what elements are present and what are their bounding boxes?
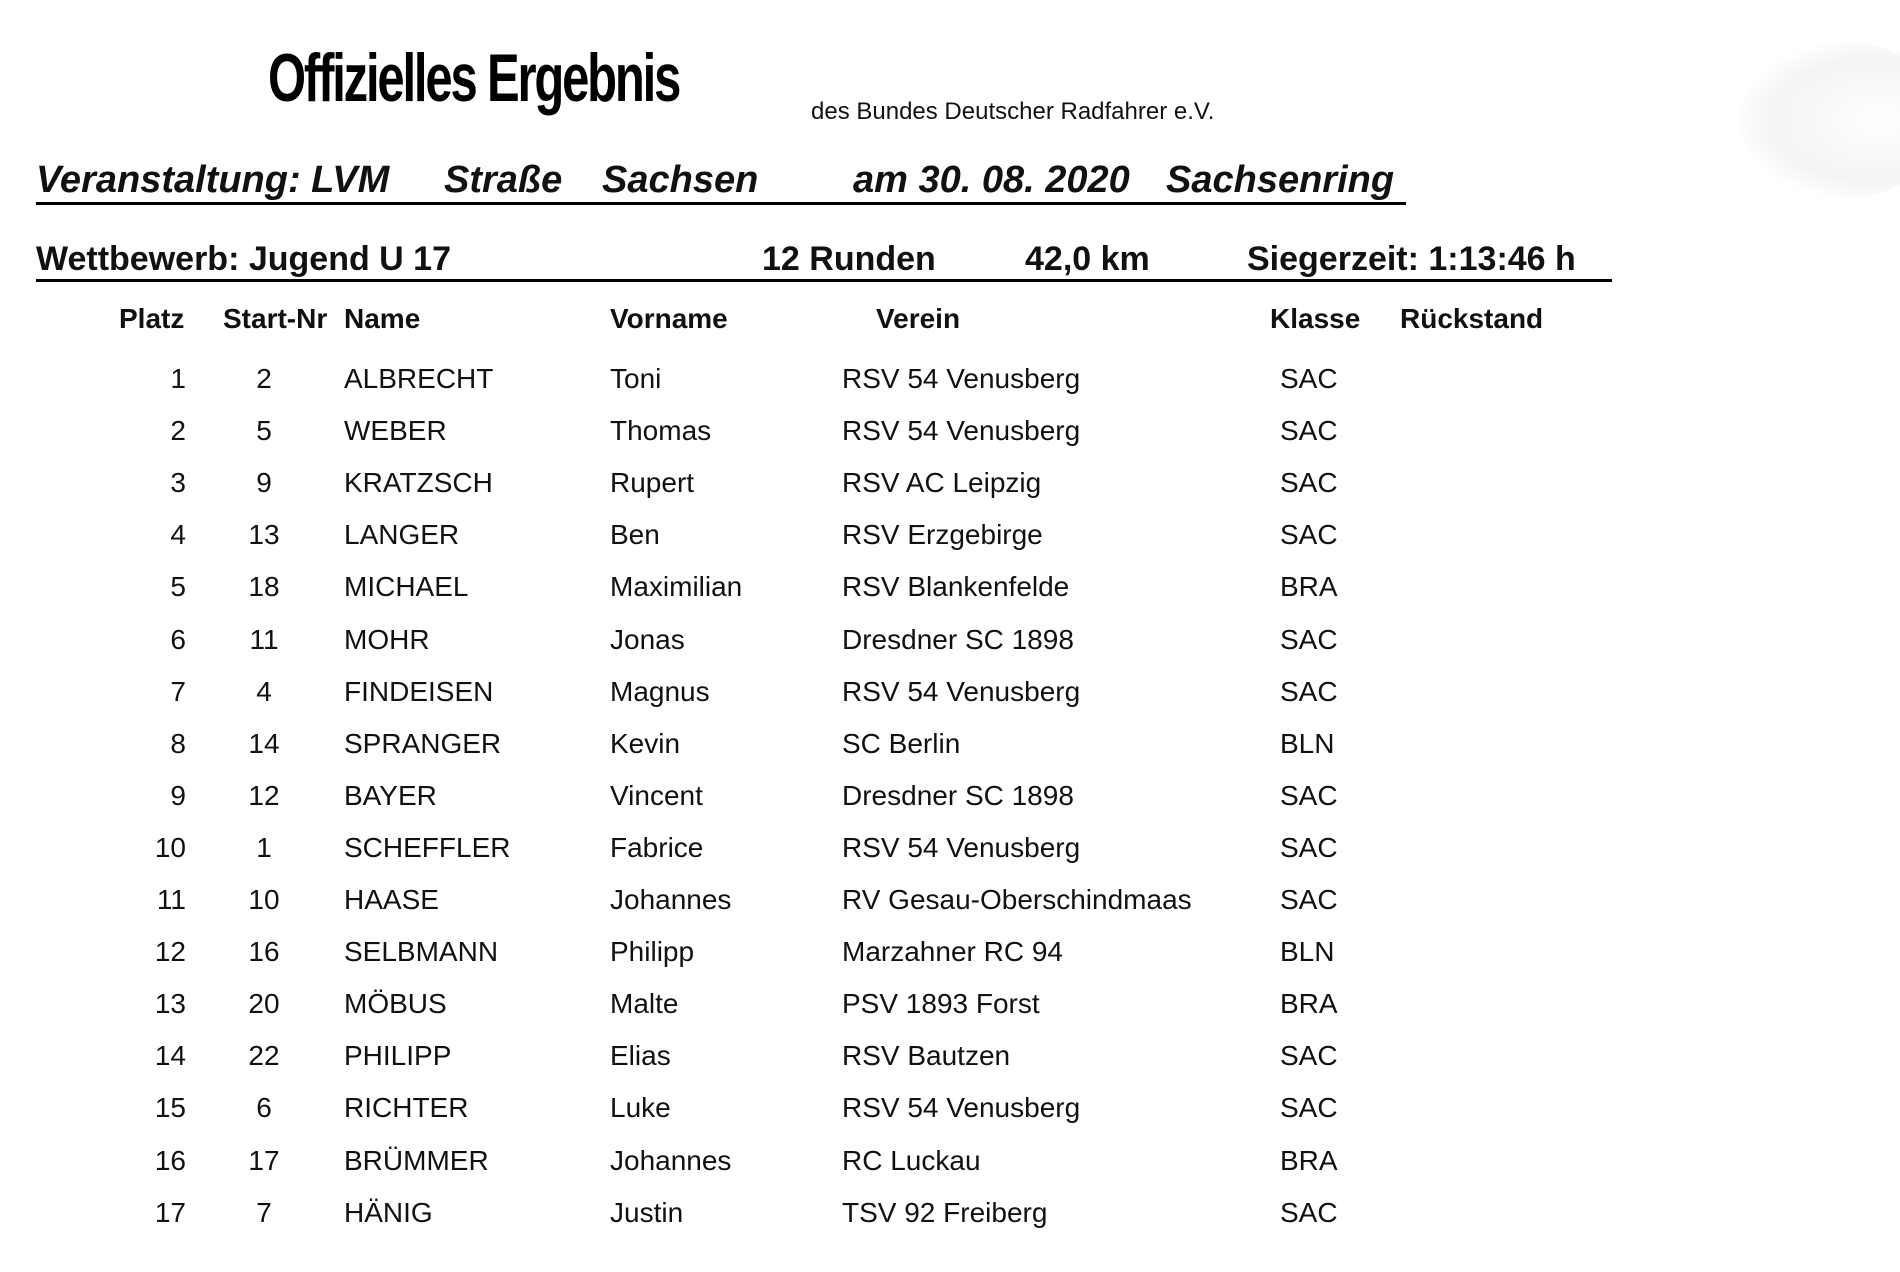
table-header xyxy=(0,299,1900,339)
cell-vorname: Justin xyxy=(610,1197,684,1228)
cell-name: MOHR xyxy=(344,624,430,655)
cell-name: SPRANGER xyxy=(344,728,502,759)
cell-klasse: SAC xyxy=(1280,832,1338,863)
cell-name: RICHTER xyxy=(344,1092,469,1123)
competition-line xyxy=(36,239,1612,282)
cell-name: KRATZSCH xyxy=(344,467,493,498)
cell-start-nr: 10 xyxy=(248,884,280,915)
page-title: Offizielles Ergebnis xyxy=(268,40,680,116)
cell-vorname: Johannes xyxy=(610,884,732,915)
cell-verein: Dresdner SC 1898 xyxy=(842,780,1074,811)
cell-verein: RSV Erzgebirge xyxy=(842,519,1043,550)
table-row xyxy=(0,515,1900,555)
cell-klasse: SAC xyxy=(1280,1040,1338,1071)
cell-start-nr: 6 xyxy=(256,1092,272,1123)
cell-verein: TSV 92 Freiberg xyxy=(842,1197,1048,1228)
column-header-verein: Verein xyxy=(876,303,961,334)
column-header-vorname: Vorname xyxy=(610,303,728,334)
cell-klasse: SAC xyxy=(1280,676,1338,707)
table-row xyxy=(0,776,1900,816)
table-row xyxy=(0,828,1900,868)
competition-distance: 42,0 km xyxy=(1025,240,1150,278)
cell-platz: 9 xyxy=(170,780,186,811)
cell-vorname: Ben xyxy=(610,519,660,550)
cell-klasse: BRA xyxy=(1280,988,1338,1019)
table-row xyxy=(0,1088,1900,1128)
cell-start-nr: 12 xyxy=(248,780,280,811)
table-row xyxy=(0,1141,1900,1181)
cell-start-nr: 4 xyxy=(256,676,272,707)
table-row xyxy=(0,880,1900,920)
cell-klasse: SAC xyxy=(1280,624,1338,655)
cell-platz: 8 xyxy=(170,728,186,759)
cell-vorname: Thomas xyxy=(610,415,712,446)
cell-vorname: Malte xyxy=(610,988,679,1019)
cell-vorname: Maximilian xyxy=(610,571,743,602)
cell-name: HÄNIG xyxy=(344,1197,433,1228)
cell-start-nr: 13 xyxy=(248,519,280,550)
cell-platz: 7 xyxy=(170,676,186,707)
cell-name: SELBMANN xyxy=(344,936,499,967)
cell-platz: 13 xyxy=(154,988,186,1019)
table-row xyxy=(0,567,1900,607)
table-row xyxy=(0,411,1900,451)
cell-vorname: Rupert xyxy=(610,467,695,498)
cell-vorname: Toni xyxy=(610,363,662,394)
cell-vorname: Jonas xyxy=(610,624,685,655)
page-subtitle: des Bundes Deutscher Radfahrer e.V. xyxy=(811,98,1215,125)
competition-laps: 12 Runden xyxy=(762,240,936,278)
table-row xyxy=(0,620,1900,660)
cell-vorname: Elias xyxy=(610,1040,671,1071)
table-row xyxy=(0,359,1900,399)
cell-klasse: BLN xyxy=(1280,728,1335,759)
competition-label: Wettbewerb: Jugend U 17 xyxy=(36,240,451,278)
cell-start-nr: 5 xyxy=(256,415,272,446)
cell-name: BAYER xyxy=(344,780,437,811)
cell-klasse: SAC xyxy=(1280,1092,1338,1123)
cell-name: MÖBUS xyxy=(344,988,447,1019)
table-row xyxy=(0,984,1900,1024)
cell-klasse: BRA xyxy=(1280,1145,1338,1176)
table-row xyxy=(0,1036,1900,1076)
cell-start-nr: 16 xyxy=(248,936,280,967)
column-header-klasse: Klasse xyxy=(1270,303,1361,334)
cell-verein: RSV 54 Venusberg xyxy=(842,415,1081,446)
event-date: am 30. 08. 2020 xyxy=(853,159,1130,201)
event-venue: Sachsenring xyxy=(1166,159,1395,201)
event-discipline: Straße xyxy=(444,159,563,201)
competition-winning-time: Siegerzeit: 1:13:46 h xyxy=(1247,240,1576,278)
table-row xyxy=(0,463,1900,503)
table-row xyxy=(0,672,1900,712)
cell-verein: RSV AC Leipzig xyxy=(842,467,1042,498)
column-header-platz: Platz xyxy=(119,303,185,334)
cell-start-nr: 18 xyxy=(248,571,280,602)
table-row xyxy=(0,932,1900,972)
cell-klasse: SAC xyxy=(1280,884,1338,915)
cell-verein: RC Luckau xyxy=(842,1145,981,1176)
cell-platz: 15 xyxy=(154,1092,186,1123)
cell-platz: 11 xyxy=(156,884,186,915)
cell-start-nr: 11 xyxy=(249,624,279,655)
table-row xyxy=(0,724,1900,764)
table-row xyxy=(0,1193,1900,1233)
cell-start-nr: 7 xyxy=(256,1197,272,1228)
column-header-name: Name xyxy=(344,303,421,334)
cell-name: WEBER xyxy=(344,415,447,446)
event-line xyxy=(36,158,1406,205)
cell-name: BRÜMMER xyxy=(344,1145,489,1176)
cell-name: FINDEISEN xyxy=(344,676,494,707)
cell-start-nr: 9 xyxy=(256,467,272,498)
cell-klasse: SAC xyxy=(1280,363,1338,394)
event-label: Veranstaltung: LVM xyxy=(36,159,390,201)
cell-start-nr: 2 xyxy=(256,363,272,394)
cell-name: MICHAEL xyxy=(344,571,469,602)
cell-start-nr: 17 xyxy=(248,1145,280,1176)
cell-platz: 14 xyxy=(154,1040,186,1071)
cell-klasse: SAC xyxy=(1280,415,1338,446)
cell-start-nr: 22 xyxy=(248,1040,280,1071)
cell-name: ALBRECHT xyxy=(344,363,494,394)
cell-verein: RSV 54 Venusberg xyxy=(842,676,1081,707)
cell-name: HAASE xyxy=(344,884,439,915)
cell-verein: RSV 54 Venusberg xyxy=(842,363,1081,394)
column-header-rueckstand: Rückstand xyxy=(1400,303,1544,334)
cell-platz: 4 xyxy=(170,519,186,550)
cell-klasse: SAC xyxy=(1280,780,1338,811)
cell-name: LANGER xyxy=(344,519,460,550)
cell-platz: 3 xyxy=(170,467,186,498)
cell-klasse: BLN xyxy=(1280,936,1335,967)
cell-vorname: Kevin xyxy=(610,728,681,759)
cell-verein: RSV 54 Venusberg xyxy=(842,1092,1081,1123)
cell-vorname: Johannes xyxy=(610,1145,732,1176)
cell-platz: 1 xyxy=(170,363,186,394)
cell-platz: 12 xyxy=(154,936,186,967)
cell-name: SCHEFFLER xyxy=(344,832,511,863)
cell-name: PHILIPP xyxy=(344,1040,452,1071)
cell-platz: 5 xyxy=(170,571,186,602)
cell-klasse: SAC xyxy=(1280,519,1338,550)
cell-verein: SC Berlin xyxy=(842,728,961,759)
cell-vorname: Luke xyxy=(610,1092,671,1123)
cell-verein: PSV 1893 Forst xyxy=(842,988,1040,1019)
cell-start-nr: 1 xyxy=(256,832,272,863)
cell-verein: RSV Bautzen xyxy=(842,1040,1011,1071)
cell-vorname: Vincent xyxy=(610,780,703,811)
cell-klasse: SAC xyxy=(1280,1197,1338,1228)
event-region: Sachsen xyxy=(602,159,759,201)
cell-platz: 2 xyxy=(170,415,186,446)
cell-vorname: Philipp xyxy=(610,936,695,967)
cell-platz: 16 xyxy=(154,1145,186,1176)
cell-platz: 6 xyxy=(170,624,186,655)
corner-shading xyxy=(1740,40,1900,200)
cell-start-nr: 14 xyxy=(248,728,280,759)
cell-klasse: SAC xyxy=(1280,467,1338,498)
cell-verein: RSV Blankenfelde xyxy=(842,571,1070,602)
cell-platz: 10 xyxy=(154,832,186,863)
cell-vorname: Magnus xyxy=(610,676,710,707)
cell-verein: Dresdner SC 1898 xyxy=(842,624,1074,655)
cell-vorname: Fabrice xyxy=(610,832,704,863)
cell-verein: RSV 54 Venusberg xyxy=(842,832,1081,863)
column-header-start-nr: Start-Nr xyxy=(223,303,328,334)
cell-platz: 17 xyxy=(154,1197,186,1228)
cell-verein: RV Gesau-Oberschindmaas xyxy=(842,884,1192,915)
cell-klasse: BRA xyxy=(1280,571,1338,602)
cell-start-nr: 20 xyxy=(248,988,280,1019)
cell-verein: Marzahner RC 94 xyxy=(842,936,1063,967)
